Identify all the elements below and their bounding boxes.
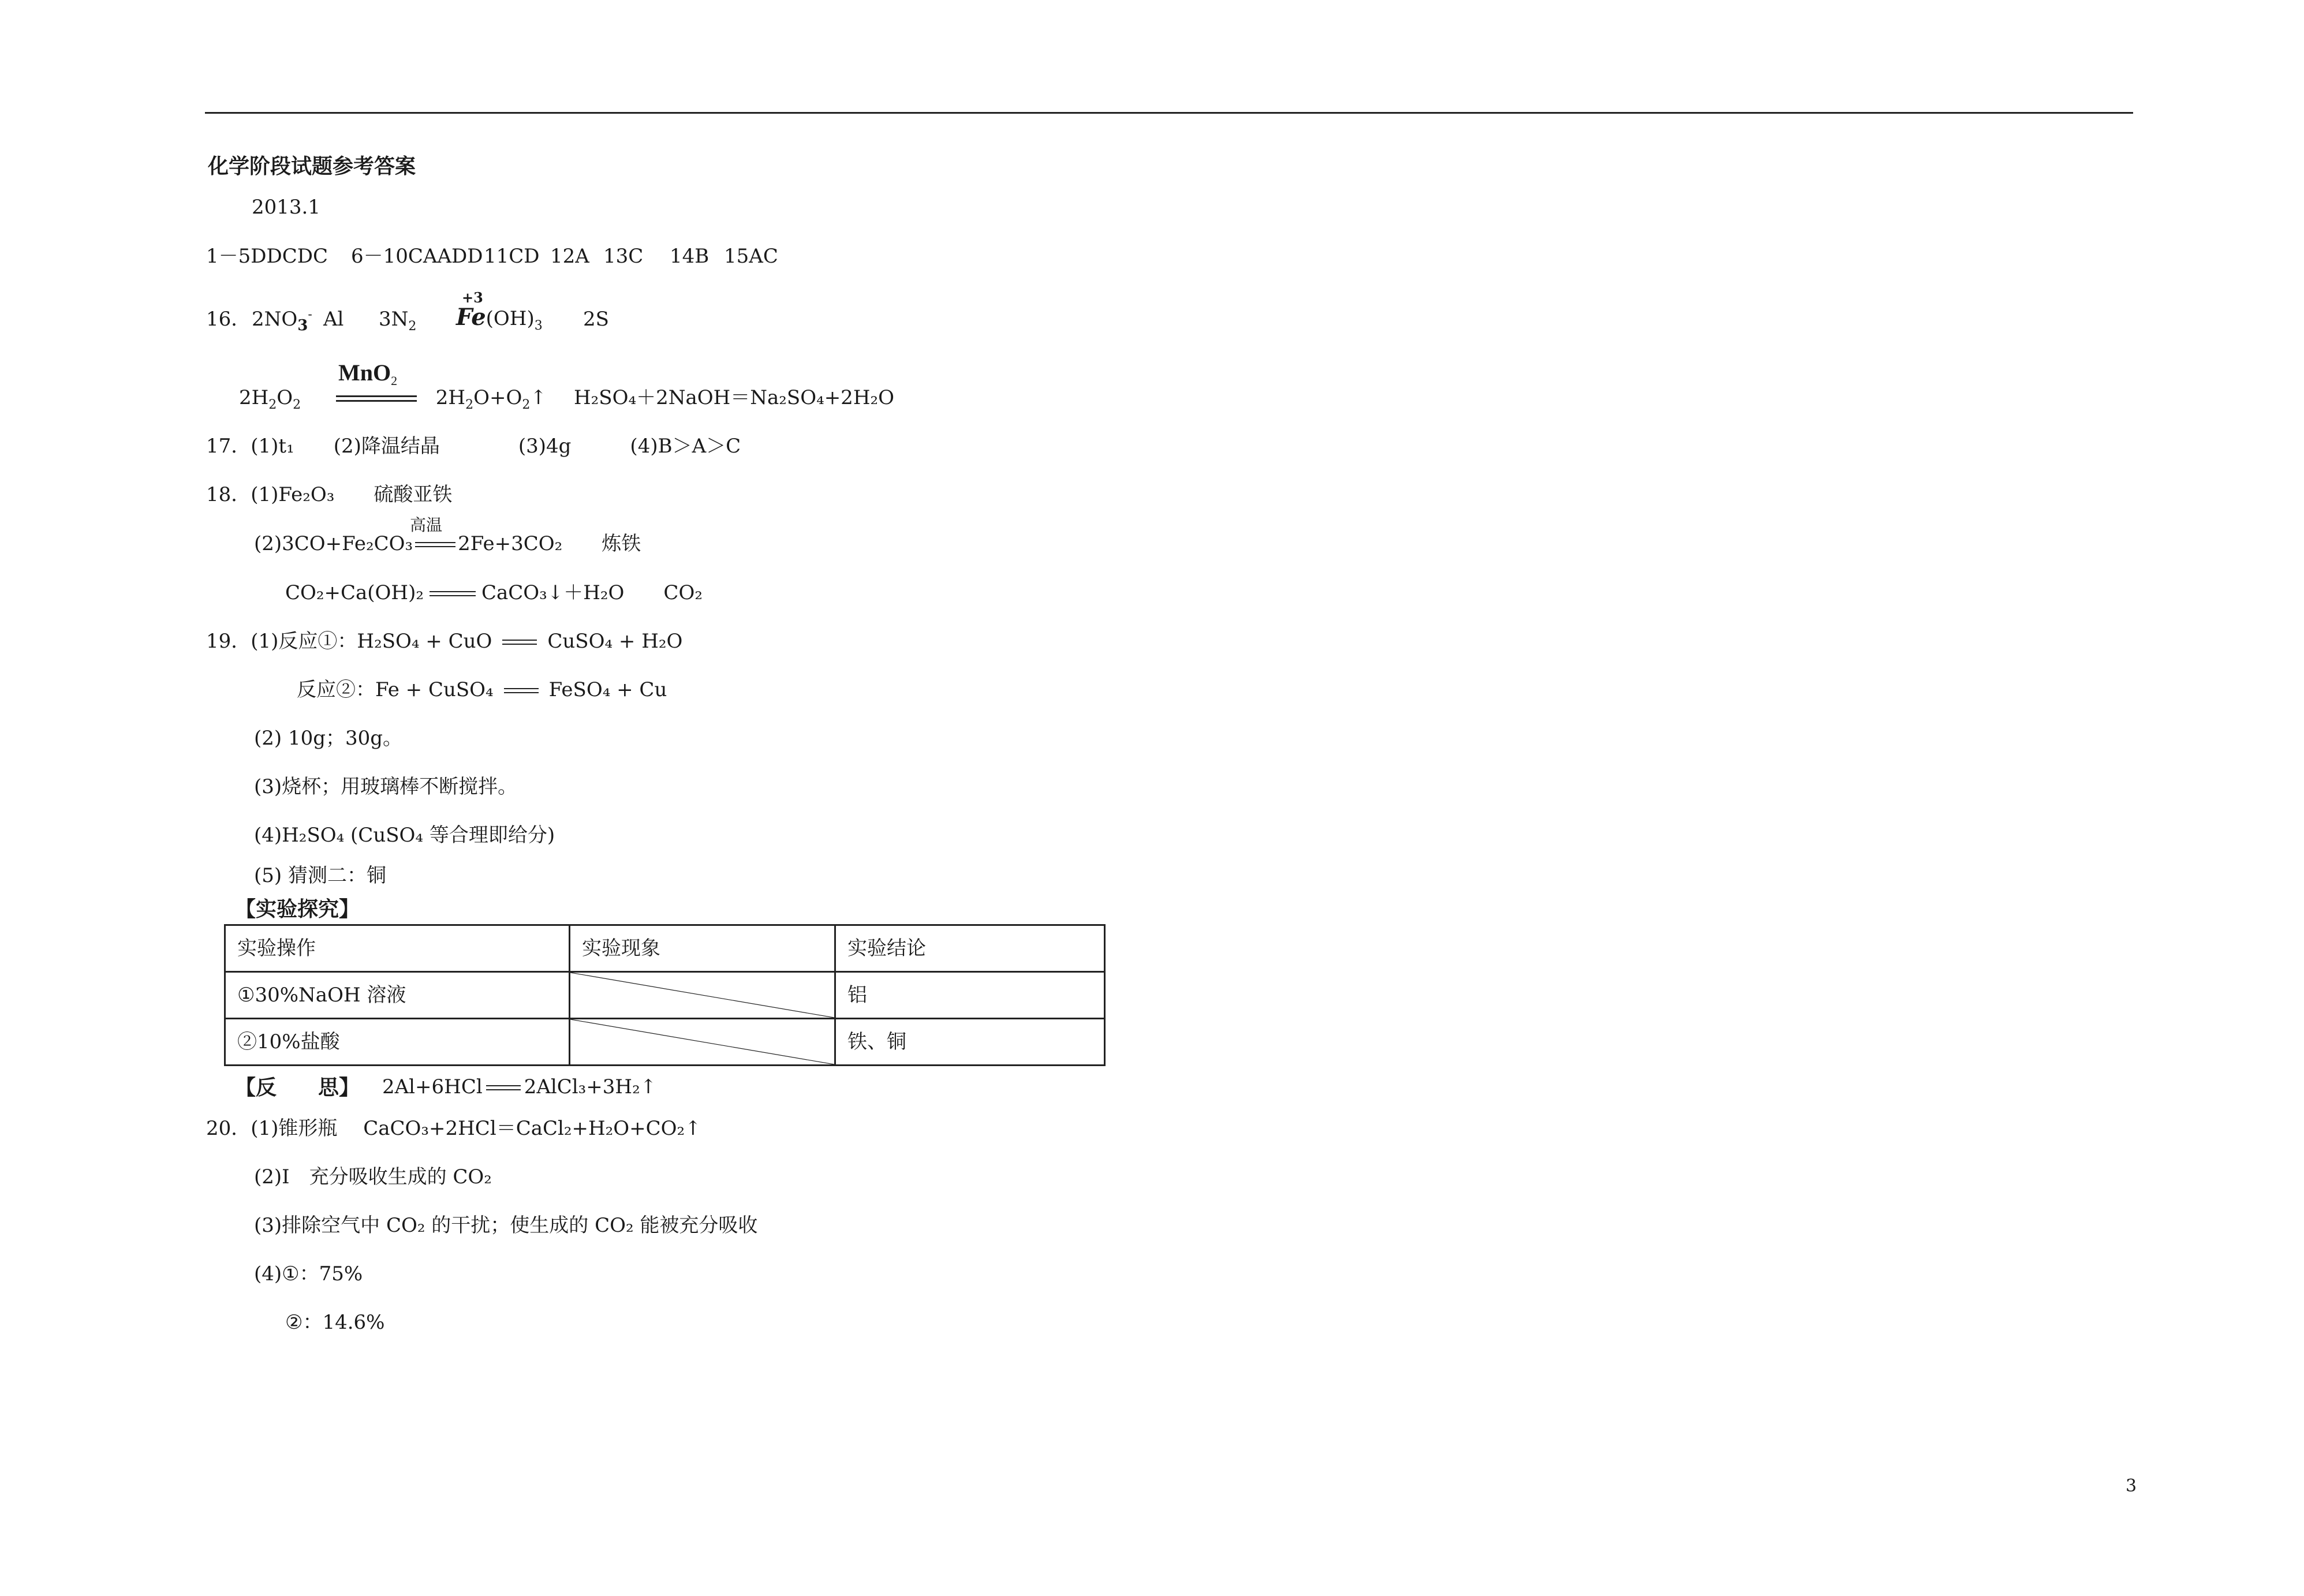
table-cell-slashed [570,1019,835,1066]
reflect-equation: 2Al+6HCl 2AlCl₃+3H₂↑ [382,1075,657,1098]
reflect-label: 【反 思】 [235,1075,360,1100]
q16-decomposition-equation: $2H_2O_2$ $2H_2O+O_2↑$ [239,386,547,412]
diagonal-slash [570,973,834,1018]
table-header-cell: 实验结论 [835,925,1105,972]
doc-date: 2013.1 [252,196,320,219]
q16-sulfur: 2S [583,308,609,331]
mc-answers-7: 15AC [724,245,778,268]
table-row [225,1019,1105,1066]
table-cell: ①30%NaOH 溶液 [225,972,570,1019]
mc-answers-4: 12A [550,245,589,268]
q18-condition: 高温 [410,515,443,535]
q19-line3: (2) 10g；30g。 [254,727,403,750]
table-header-cell: 实验操作 [225,925,570,972]
mc-answers-3: 11CD [484,245,540,268]
mc-answers-5: 13C [603,245,644,268]
table-cell: 铝 [835,972,1105,1019]
q19-explore-label: 【实验探究】 [235,897,360,921]
mc-answers-1: 1－5DDCDC [206,245,328,268]
q16-nitrate: $2NO_3^-$ [252,307,312,334]
q16-number: 16． [206,308,251,331]
q16-neutralization-equation: H₂SO₄＋2NaOH＝Na₂SO₄+2H₂O [574,386,894,409]
table-cell-slashed [570,972,835,1019]
q20-line5: ②：14.6% [285,1311,385,1334]
q20-line2: (2)I 充分吸收生成的 CO₂ [254,1165,492,1188]
table-cell: 铁、铜 [835,1019,1105,1066]
q16-nitrogen: $3N_2$ [379,308,417,334]
q19-line4: (3)烧杯；用玻璃棒不断搅拌。 [254,775,518,798]
q19-line1: 19．(1)反应①：H₂SO₄ + CuO CuSO₄ + H₂O [206,630,683,653]
q20-line4: (4)①：75% [254,1262,363,1285]
q19-line5: (4)H₂SO₄ (CuSO₄ 等合理即给分) [254,824,555,847]
q18-line3: CO₂+Ca(OH)₂ CaCO₃↓＋H₂O CO₂ [285,581,703,604]
q16-oxidation-state: +3 [462,289,483,306]
table-cell: ②10%盐酸 [225,1019,570,1066]
q16-aluminium: Al [323,308,344,331]
q20-line3: (3)排除空气中 CO₂ 的干扰；使生成的 CO₂ 能被充分吸收 [254,1214,758,1237]
q19-line2: 反应②：Fe + CuSO₄ FeSO₄ + Cu [297,678,667,701]
mc-answers-6: 14B [670,245,710,268]
doc-title: 化学阶段试题参考答案 [208,154,416,178]
table-header-cell: 实验现象 [570,925,835,972]
table-row [225,972,1105,1019]
table-header-row [225,925,1105,972]
q18-line2: (2)3CO+Fe₂CO₃ 2Fe+3CO₂ 炼铁 [254,532,641,555]
diagonal-slash [570,1019,834,1064]
q19-line6: (5) 猜测二：铜 [254,864,386,887]
page-number: 3 [2126,1476,2137,1496]
q16-catalyst: MnO$_2$ [338,360,398,388]
mc-answers-2: 6－10CAADD [351,245,483,268]
q17-answer: 17．(1)t₁ (2)降温结晶 (3)4g (4)B＞A＞C [206,435,741,458]
experiment-table [224,924,1106,1066]
q16-iron-hydroxide: $Fe(OH)_3$ [456,304,543,333]
header-rule [205,112,2133,114]
q20-line1: 20．(1)锥形瓶 CaCO₃+2HCl＝CaCl₂+H₂O+CO₂↑ [206,1117,701,1140]
q18-line1: 18．(1)Fe₂O₃ 硫酸亚铁 [206,483,453,506]
